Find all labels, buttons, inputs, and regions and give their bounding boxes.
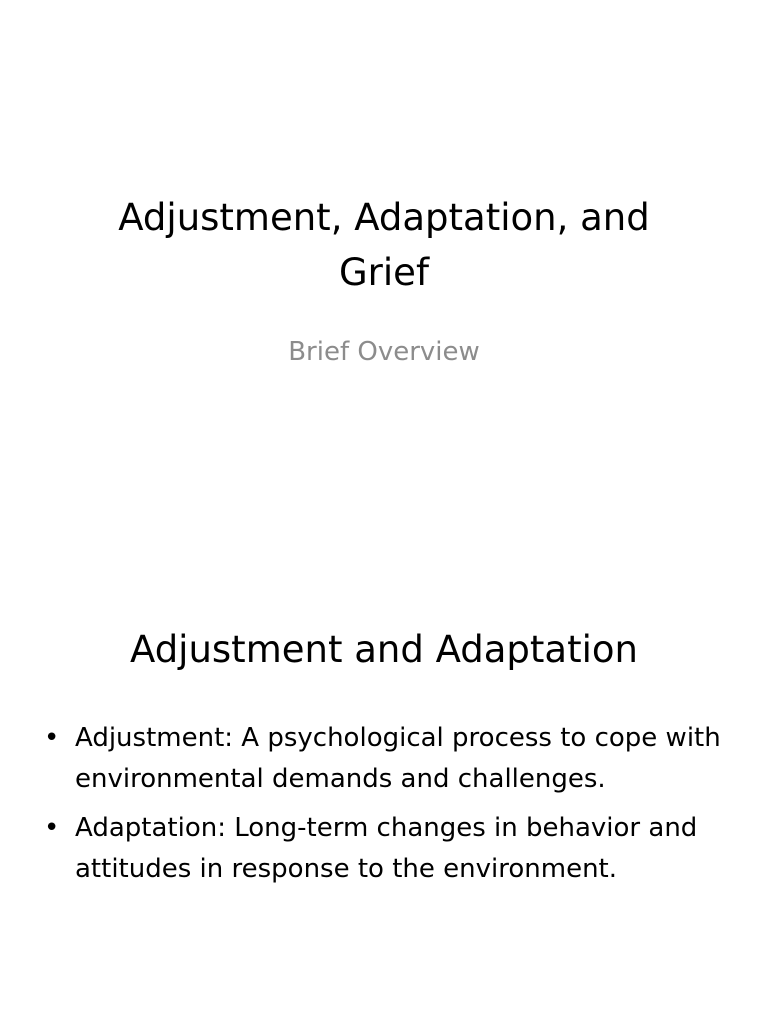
bullet-marker: • [44, 723, 60, 753]
bullet-text: Adaptation: Long-term changes in behavior and attitudes in response to the environment. [75, 813, 698, 884]
slide-title: Adjustment, Adaptation, and Grief [118, 196, 650, 294]
bullet-marker: • [44, 813, 60, 843]
content-slide [0, 576, 768, 1024]
slide-subtitle: Brief Overview [288, 337, 480, 367]
slide-title: Adjustment and Adaptation [130, 628, 638, 671]
bullet-text: Adjustment: A psychological process to cope with environmental demands and challenges. [75, 723, 721, 794]
bullet-item [0, 808, 768, 890]
bullet-list [0, 718, 768, 898]
bullet-item [0, 718, 768, 800]
